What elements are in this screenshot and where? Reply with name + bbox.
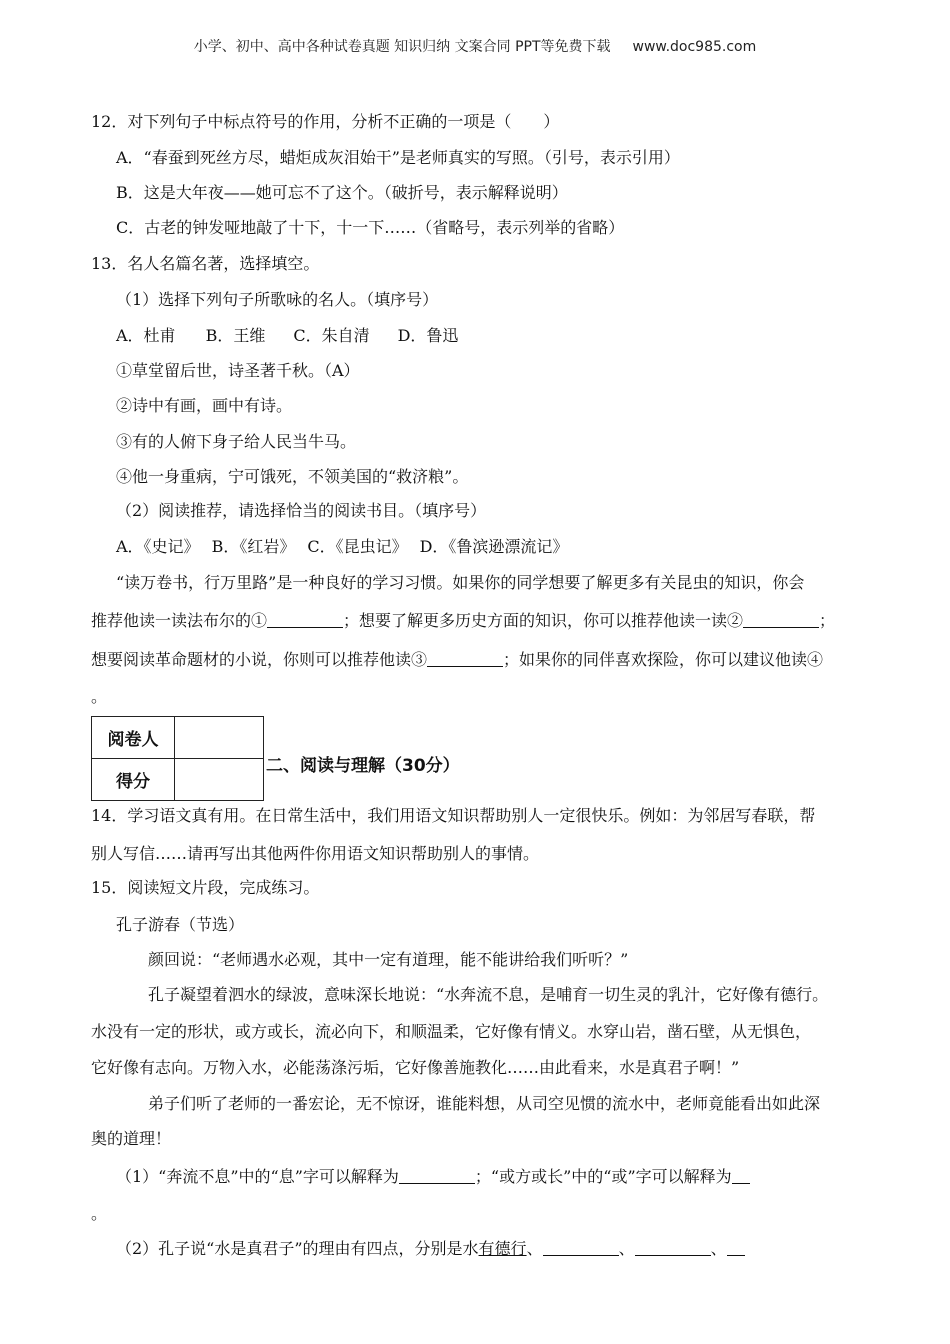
book-option: C．《昆虫记》 <box>307 537 408 556</box>
reviewer-cell[interactable] <box>175 717 264 759</box>
book-option: D．《鲁滨逊漂流记》 <box>419 537 569 556</box>
section-title: 二、阅读与理解（30分） <box>266 756 460 776</box>
header-text: 小学、初中、高中各种试卷真题 知识归纳 文案合同 PPT等免费下载 <box>193 39 611 55</box>
score-label: 得分 <box>92 759 175 801</box>
text-fragment: ；“或方或长”中的“或”字可以解释为 <box>474 1167 732 1186</box>
q13-books <box>116 537 568 557</box>
name-option: D．鲁迅 <box>397 326 459 345</box>
header-url[interactable]: www.doc985.com <box>632 39 757 55</box>
q12-option-a: A．“春蚕到死丝方尽，蜡炬成灰泪始干”是老师真实的写照。（引号，表示引用） <box>116 148 680 167</box>
text-fragment: （1）“奔流不息”中的“息”字可以解释为 <box>116 1167 399 1186</box>
passage-title: 孔子游春（节选） <box>116 915 245 934</box>
name-option: C．朱自清 <box>293 326 370 345</box>
separator: 、 <box>710 1239 727 1258</box>
answer-blank-reason-3[interactable] <box>635 1239 711 1256</box>
answer-blank-reason-4[interactable] <box>727 1239 745 1256</box>
q14-line2: 别人写信……请再写出其他两件你用语文知识帮助别人的事情。 <box>91 844 540 863</box>
text-fragment: ；如果你的同伴喜欢探险，你可以建议他读④ <box>503 650 824 669</box>
passage-p2-line1: 孔子凝望着泗水的绿波，意味深长地说：“水奔流不息，是哺育一切生灵的乳汁，它好像有德行。 <box>148 985 829 1004</box>
text-fragment: 想要阅读革命题材的小说，你则可以推荐他读③ <box>91 650 428 669</box>
book-option: A．《史记》 <box>116 537 200 556</box>
separator: 、 <box>618 1239 635 1258</box>
q12-stem: 12．对下列句子中标点符号的作用，分析不正确的一项是（ ） <box>91 112 560 131</box>
answer-blank-1[interactable] <box>267 611 343 628</box>
q13-stem: 13．名人名篇名著，选择填空。 <box>91 254 320 273</box>
q15-sub2 <box>116 1239 745 1259</box>
name-option: B．王维 <box>205 326 266 345</box>
q14-line1: 14．学习语文真有用。在日常生活中，我们用语文知识帮助别人一定很快乐。例如：为邻居写春联，帮 <box>91 806 816 825</box>
reviewer-label: 阅卷人 <box>92 717 175 759</box>
book-option: B．《红岩》 <box>211 537 296 556</box>
q13-item-4: ④他一身重病，宁可饿死，不领美国的“救济粮”。 <box>116 467 469 486</box>
passage-p3-line1: 弟子们听了老师的一番宏论，无不惊讶，谁能料想，从司空见惯的流水中，老师竟能看出如此深 <box>148 1094 821 1113</box>
q13-item-1: ①草堂留后世，诗圣著千秋。（A） <box>116 361 360 380</box>
q15-stem: 15．阅读短文片段，完成练习。 <box>91 878 320 897</box>
q15-sub1-end: 。 <box>91 1204 108 1223</box>
q13-part2: （2）阅读推荐，请选择恰当的阅读书目。（填序号） <box>116 501 487 520</box>
answer-blank-3[interactable] <box>427 650 503 667</box>
grader-box <box>91 716 264 801</box>
text-fragment: ； <box>819 611 836 630</box>
passage-p2-line3: 它好像有志向。万物入水，必能荡涤污垢，它好像善施教化……由此看来，水是真君子啊！” <box>91 1058 740 1077</box>
score-cell[interactable] <box>175 759 264 801</box>
q13-para-line3 <box>91 650 823 670</box>
text-fragment: 推荐他读一读法布尔的① <box>91 611 268 630</box>
name-option: A．杜甫 <box>116 326 176 345</box>
q13-names <box>116 326 458 346</box>
passage-p2-line2: 水没有一定的形状，或方或长，流必向下，和顺温柔，它好像有情义。水穿山岩，凿石壁，从无惧色， <box>91 1022 812 1041</box>
answer-blank-2[interactable] <box>743 611 819 628</box>
text-fragment: （2）孔子说“水是真君子”的理由有四点，分别是水 <box>116 1239 479 1258</box>
q13-part1: （1）选择下列句子所歌咏的名人。（填序号） <box>116 290 439 309</box>
q13-para-line4: 。 <box>91 687 108 706</box>
passage-p3-line2: 奥的道理！ <box>91 1129 172 1148</box>
answer-blank-xi[interactable] <box>399 1167 475 1184</box>
page-header <box>0 36 950 56</box>
passage-p1: 颜回说：“老师遇水必观，其中一定有道理，能不能讲给我们听听？” <box>148 950 629 969</box>
separator: 、 <box>526 1239 543 1258</box>
q12-option-b: B．这是大年夜——她可忘不了这个。（破折号，表示解释说明） <box>116 183 568 202</box>
q13-item-2: ②诗中有画，画中有诗。 <box>116 396 293 415</box>
answer-blank-huo[interactable] <box>732 1167 750 1184</box>
example-answer: 有德行 <box>478 1239 527 1258</box>
answer-blank-reason-2[interactable] <box>543 1239 619 1256</box>
q15-sub1 <box>116 1167 750 1187</box>
q12-option-c: C．古老的钟发哑地敲了十下，十一下……（省略号，表示列举的省略） <box>116 218 625 237</box>
text-fragment: ；想要了解更多历史方面的知识，你可以推荐他读一读② <box>343 611 744 630</box>
q13-para-line2 <box>91 611 835 631</box>
q13-para-line1: “读万卷书，行万里路”是一种良好的学习习惯。如果你的同学想要了解更多有关昆虫的知识，你会 <box>116 573 805 592</box>
q13-item-3: ③有的人俯下身子给人民当牛马。 <box>116 432 357 451</box>
